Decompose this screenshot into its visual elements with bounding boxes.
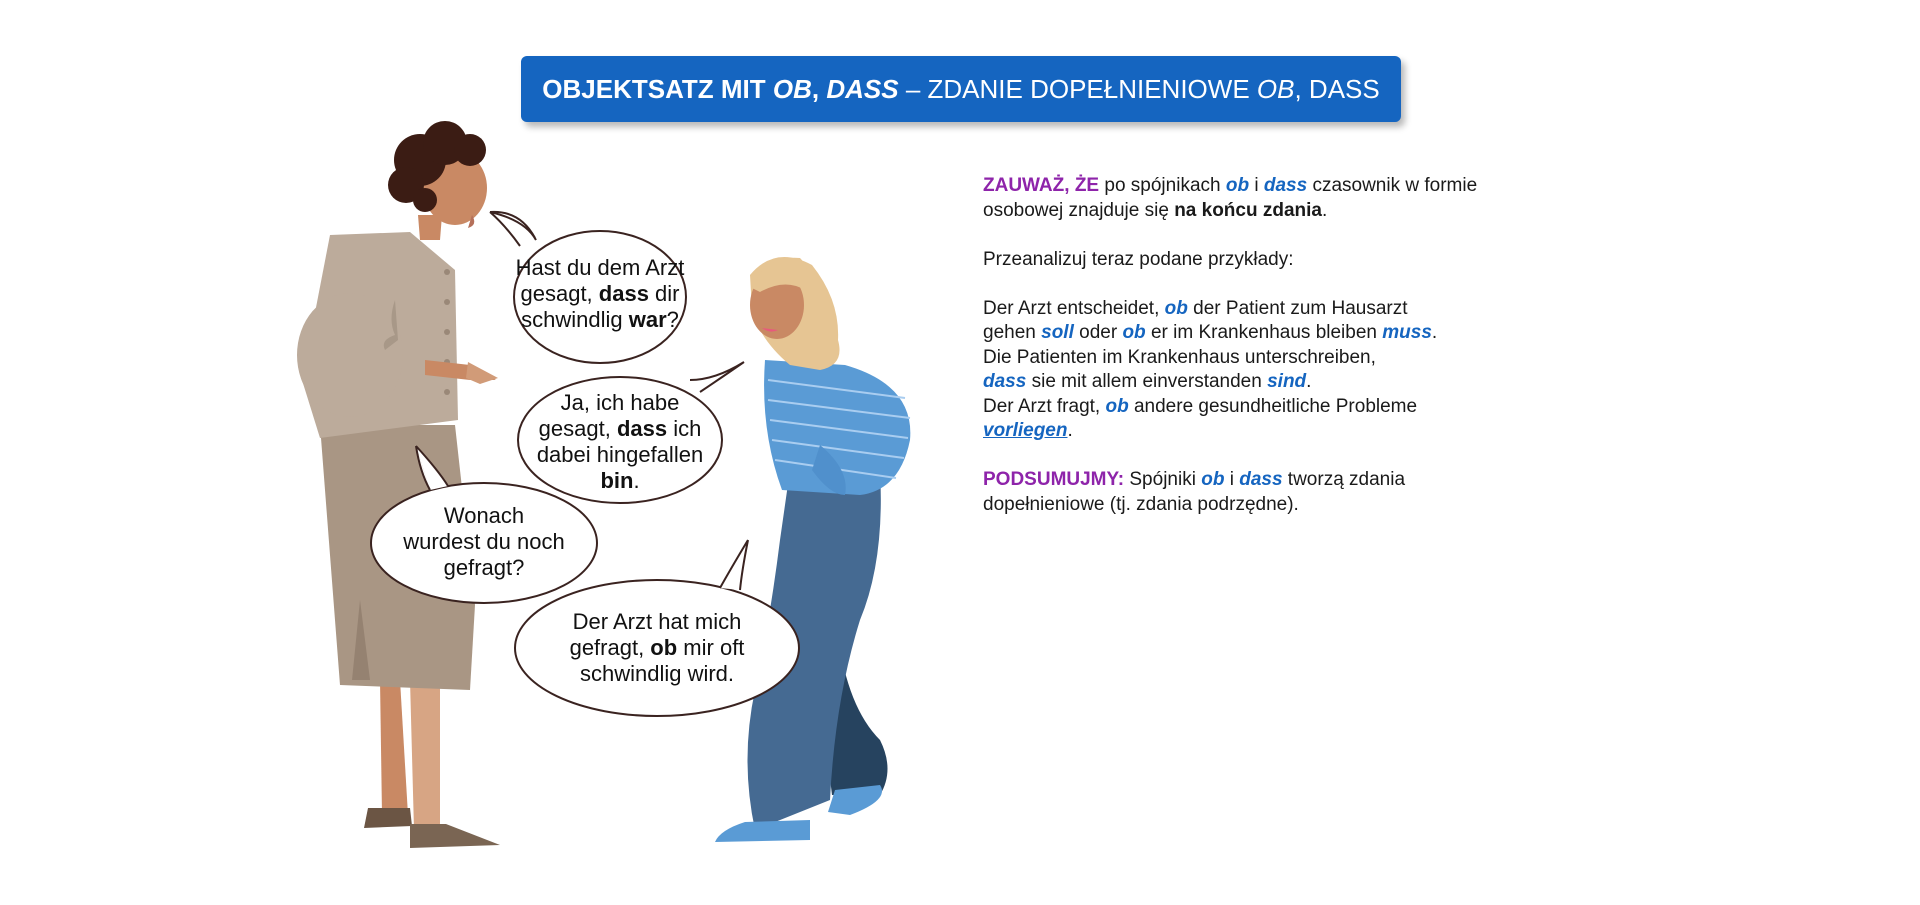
analyze-instruction: Przeanalizuj teraz podane przykłady:: [983, 248, 1294, 270]
dialogue-illustration: [0, 0, 960, 900]
bubble-1-keyword-dass: dass: [598, 281, 649, 306]
bubble-2-keyword-dass: dass: [616, 416, 668, 441]
ex3-ob: ob: [1105, 395, 1129, 417]
ex2-dass: dass: [983, 371, 1027, 392]
notice-label: ZAUWAŻ, ŻE: [983, 175, 1100, 196]
title-part1: OBJEKTSATZ MIT: [542, 73, 773, 104]
ex2-text-2: sie mit allem einverstanden: [1026, 371, 1268, 392]
example-1-line-2: [983, 321, 1543, 346]
bubble-3-line-2: wurdest du noch: [403, 529, 565, 554]
notice-text-1: po spójnikach: [1099, 175, 1226, 196]
summary-text-2: tworzą zdania: [1282, 469, 1406, 490]
summary-label: PODSUMUJMY:: [983, 469, 1125, 490]
ex2-sind: sind: [1267, 371, 1307, 392]
notice-text-3: osobowej znajduje się: [983, 199, 1175, 221]
notice-emphasis: na końcu zdania: [1174, 199, 1322, 221]
ex3-vorliegen: vorliegen: [983, 420, 1068, 441]
speech-bubble-4: [547, 609, 767, 687]
notice-period: .: [1322, 199, 1328, 221]
ex1-text-4: oder: [1073, 322, 1123, 343]
title-ob: OB: [772, 73, 812, 104]
summary-conj-i: i: [1224, 469, 1240, 490]
bubble-4-line-2a: gefragt,: [569, 635, 651, 660]
title-part3: , DASS: [1294, 73, 1380, 104]
ex2-period: .: [1306, 371, 1312, 392]
conj-i: i: [1249, 175, 1264, 196]
bubble-1-line-1: Hast du dem Arzt: [515, 255, 685, 280]
summary-line-1: [983, 468, 1543, 493]
example-2-line-1: Die Patienten im Krankenhaus unterschreiben,: [983, 346, 1376, 368]
bubble-1-line-2c: dir: [648, 281, 680, 306]
summary-dass: dass: [1239, 469, 1283, 490]
ex1-muss: muss: [1382, 322, 1432, 343]
notice-line-2: [983, 199, 1543, 224]
example-2-line-2: [983, 370, 1543, 395]
bubble-2-line-2c: ich: [667, 416, 702, 441]
ex3-text-1: Der Arzt fragt,: [983, 395, 1106, 417]
title-comma: ,: [811, 73, 827, 104]
ex1-text-2: der Patient zum Hausarzt: [1187, 297, 1408, 319]
speech-bubble-1: [504, 255, 696, 333]
ex1-ob-2: ob: [1122, 322, 1146, 343]
ex1-soll: soll: [1041, 322, 1074, 343]
summary-ob: ob: [1201, 469, 1225, 490]
bubble-2-verb-bin: bin: [600, 468, 634, 493]
speech-bubble-2: [520, 390, 720, 494]
bubble-4-keyword-ob: ob: [650, 635, 678, 660]
bubble-4-line-3: schwindlig wird.: [579, 661, 735, 686]
bubble-1-line-3a: schwindlig: [521, 307, 629, 332]
characters-illustration: [0, 0, 960, 900]
bubble-2-line-3: dabei hingefallen: [536, 442, 704, 467]
ex1-text-1: Der Arzt entscheidet,: [983, 297, 1165, 319]
explanation-panel: [983, 174, 1543, 517]
example-3-line-2: [983, 419, 1543, 444]
summary-line-2: dopełnieniowe (tj. zdania podrzędne).: [983, 493, 1299, 515]
example-1-line-1: [983, 297, 1543, 322]
bubble-4-line-1: Der Arzt hat mich: [572, 609, 742, 634]
ex3-text-2: andere gesundheitliche Probleme: [1128, 395, 1418, 417]
bubble-1-verb-war: war: [628, 307, 667, 332]
bubble-2-line-1: Ja, ich habe: [560, 390, 680, 415]
example-3-line-1: [983, 395, 1543, 420]
title-part2: – ZDANIE DOPEŁNIENIOWE: [898, 73, 1257, 104]
summary-text-1: Spójniki: [1124, 469, 1202, 490]
bubble-1-line-3c: ?: [666, 307, 679, 332]
bubble-1-line-2a: gesagt,: [520, 281, 599, 306]
ex3-period: .: [1067, 420, 1073, 441]
bubble-4-line-2c: mir oft: [677, 635, 745, 660]
title-ob2: OB: [1256, 73, 1295, 104]
speech-bubble-3: [384, 503, 584, 581]
ex1-period: .: [1431, 322, 1438, 343]
ex1-text-5: er im Krankenhaus bleiben: [1145, 322, 1383, 343]
title-dass: DASS: [826, 73, 899, 104]
bubble-2-line-4b: .: [633, 468, 640, 493]
keyword-ob: ob: [1225, 175, 1250, 196]
bubble-2-line-2a: gesagt,: [538, 416, 617, 441]
bubble-3-line-3: gefragt?: [443, 555, 525, 580]
bubble-3-line-1: Wonach: [443, 503, 525, 528]
notice-text-2: czasownik w formie: [1307, 175, 1478, 196]
notice-line-1: [983, 174, 1543, 199]
ex1-ob-1: ob: [1164, 297, 1188, 319]
ex1-text-3: gehen: [983, 322, 1042, 343]
keyword-dass: dass: [1263, 175, 1308, 196]
